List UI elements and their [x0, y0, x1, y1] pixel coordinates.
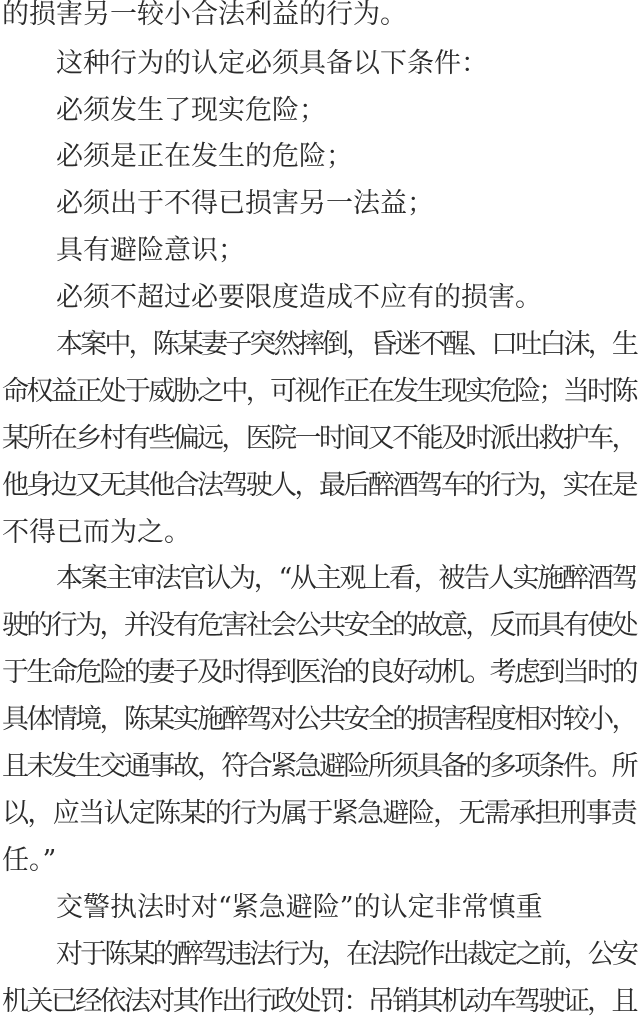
text-line: 本案中，陈某妻子突然摔倒，昏迷不醒、口吐白沫，生: [56, 329, 637, 360]
text-line: 对于陈某的醉驾违法行为，在法院作出裁定之前，公安: [56, 939, 637, 970]
text-line: 他身边又无其他合法驾驶人，最后醉酒驾车的行为，实在是: [2, 470, 636, 501]
text-line: 必须不超过必要限度造成不应有的损害。: [56, 282, 542, 313]
text-line: 必须是正在发生的危险；: [56, 141, 353, 172]
text-line: 必须出于不得已损害另一法益；: [56, 188, 434, 219]
text-line: 命权益正处于威胁之中，可视作正在发生现实危险；当时陈: [2, 376, 636, 407]
text-line: 机关已经依法对其作出行政处罚：吊销其机动车驾驶证，且: [2, 986, 636, 1017]
text-line: 必须发生了现实危险；: [56, 95, 326, 126]
text-line: 本案主审法官认为，“从主观上看，被告人实施醉酒驾: [56, 563, 637, 594]
text-line: 具体情境，陈某实施醉驾对公共安全的损害程度相对较小，: [2, 704, 636, 735]
text-line: 于生命危险的妻子及时得到医治的良好动机。考虑到当时的: [2, 657, 636, 688]
text-line: 任。”: [2, 845, 57, 876]
text-line: 且未发生交通事故，符合紧急避险所须具备的多项条件。所: [2, 751, 636, 782]
text-line: 不得已而为之。: [2, 517, 191, 548]
text-line: 驶的行为，并没有危害社会公共安全的故意，反而具有使处: [2, 610, 636, 641]
section-heading: 交警执法时对“紧急避险”的认定非常慎重: [56, 892, 543, 923]
text-line: 以，应当认定陈某的行为属于紧急避险，无需承担刑事责: [2, 798, 636, 829]
text-line: 的损害另一较小合法利益的行为。: [2, 0, 407, 30]
text-line: 某所在乡村有些偏远，医院一时间又不能及时派出救护车，: [2, 423, 636, 454]
text-line: 这种行为的认定必须具备以下条件：: [56, 48, 488, 79]
text-line: 具有避险意识；: [56, 235, 245, 266]
